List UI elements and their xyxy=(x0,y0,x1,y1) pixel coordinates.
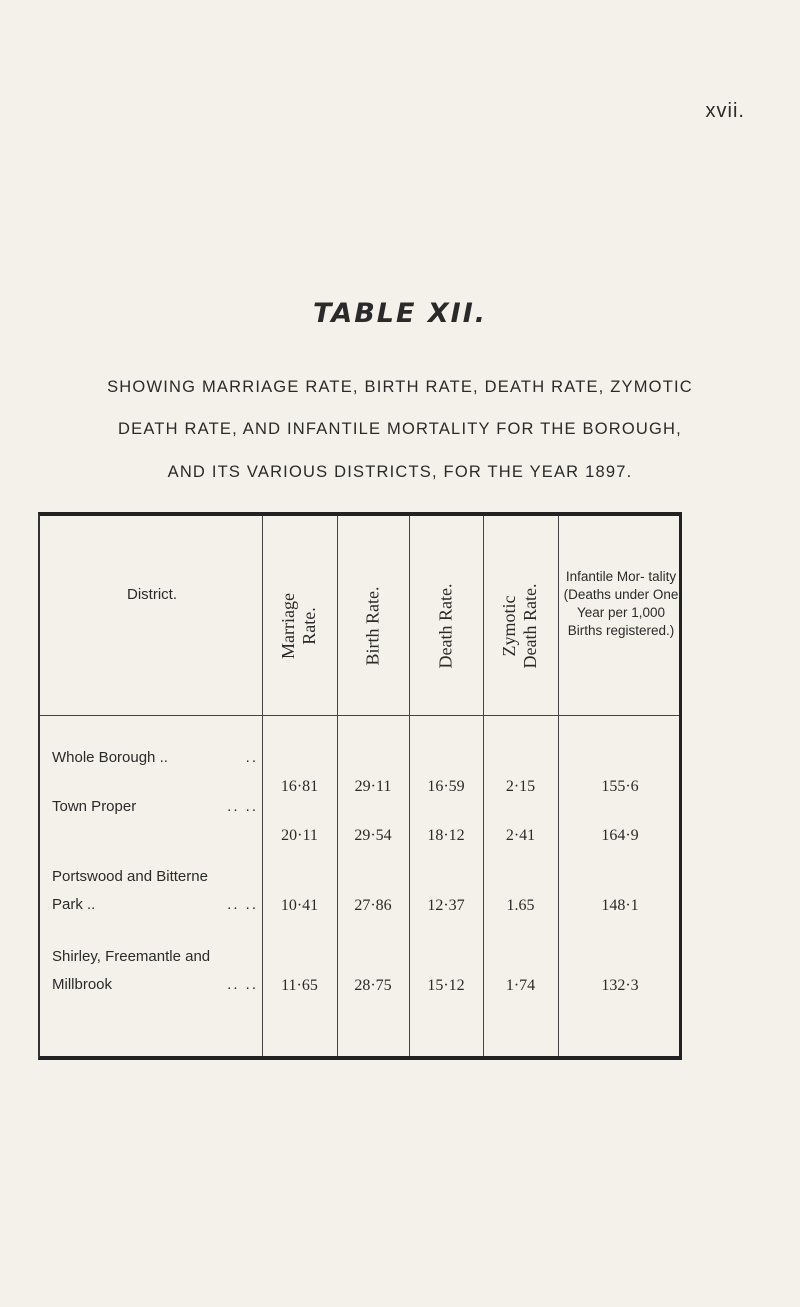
header-infantile-mortality: Infantile Mor- tality (Deaths under One Year per 1,000 Births registered.) xyxy=(563,569,679,638)
cell-marriage-rate: 11·65 xyxy=(281,977,318,994)
district-name-line2 xyxy=(52,793,264,821)
cell-infantile-mortality: 132·3 xyxy=(601,977,639,994)
caption-line-2: DEATH RATE, AND INFANTILE MORTALITY FOR THE BOROUGH, xyxy=(118,420,682,438)
cell-marriage-rate: 20·11 xyxy=(281,827,318,844)
cell-infantile-mortality: 148·1 xyxy=(601,897,639,914)
cell-infantile-mortality: 155·6 xyxy=(601,778,639,795)
table-title: TABLE XII. xyxy=(312,298,487,329)
district-name-text: Millbrook xyxy=(52,976,113,993)
row-district-label xyxy=(52,744,264,772)
cell-birth-rate: 29·54 xyxy=(354,827,392,844)
cell-death-rate: 16·59 xyxy=(427,778,465,795)
cell-zymotic-death-rate: 1.65 xyxy=(506,897,535,914)
header-marriage-rate xyxy=(278,593,320,659)
cell-marriage-rate: 10·41 xyxy=(280,897,319,914)
cell-birth-rate: 27·86 xyxy=(354,897,392,914)
leader-dots: .. .. xyxy=(227,896,258,913)
cell-zymotic-death-rate: 2·41 xyxy=(505,827,536,844)
cell-death-rate: 18·12 xyxy=(427,827,465,844)
district-name-line1: Portswood and Bitterne xyxy=(52,868,208,885)
cell-zymotic-death-rate: 1·74 xyxy=(505,977,536,994)
header-zymotic-line1: Zymotic xyxy=(499,595,519,657)
district-name-text: Town Proper xyxy=(52,798,137,815)
page-number: xvii. xyxy=(705,100,745,122)
cell-birth-rate: 28·75 xyxy=(354,977,392,994)
row-district-label xyxy=(52,943,264,999)
district-name-line2 xyxy=(52,891,264,919)
district-name-text: Park .. xyxy=(52,896,96,913)
caption-line-1: SHOWING MARRIAGE RATE, BIRTH RATE, DEATH RATE, ZYMOTIC xyxy=(107,378,693,396)
statistics-table xyxy=(38,512,682,1060)
leader-dots: .. .. xyxy=(227,798,258,815)
header-marriage-line2: Rate. xyxy=(299,607,319,645)
row-district-label xyxy=(52,793,264,821)
cell-death-rate: 15·12 xyxy=(427,977,465,994)
cell-marriage-rate: 16·81 xyxy=(280,778,319,795)
header-zymotic-line2: Death Rate. xyxy=(520,583,540,669)
cell-zymotic-death-rate: 2·15 xyxy=(505,778,536,795)
header-rule xyxy=(40,715,679,716)
caption-line-3: AND ITS VARIOUS DISTRICTS, FOR THE YEAR 1897. xyxy=(167,463,633,481)
row-district-label xyxy=(52,863,264,919)
district-name-text: Whole Borough .. xyxy=(52,749,168,766)
header-death-rate xyxy=(436,584,457,669)
leader-dots: .. xyxy=(245,749,258,766)
header-marriage-line1: Marriage xyxy=(278,593,298,659)
header-death-line: Death Rate. xyxy=(435,583,456,669)
header-birth-rate xyxy=(363,587,384,666)
leader-dots: .. .. xyxy=(227,976,258,993)
header-district: District. xyxy=(127,586,177,603)
cell-birth-rate: 29·11 xyxy=(354,778,392,795)
cell-death-rate: 12·37 xyxy=(427,897,465,914)
header-birth-line: Birth Rate. xyxy=(362,586,383,666)
district-name-line1: Shirley, Freemantle and xyxy=(52,948,211,965)
cell-infantile-mortality: 164·9 xyxy=(601,827,639,844)
district-name-line2 xyxy=(52,971,264,999)
header-zymotic-death-rate xyxy=(499,584,541,669)
district-name-line2 xyxy=(52,744,264,772)
